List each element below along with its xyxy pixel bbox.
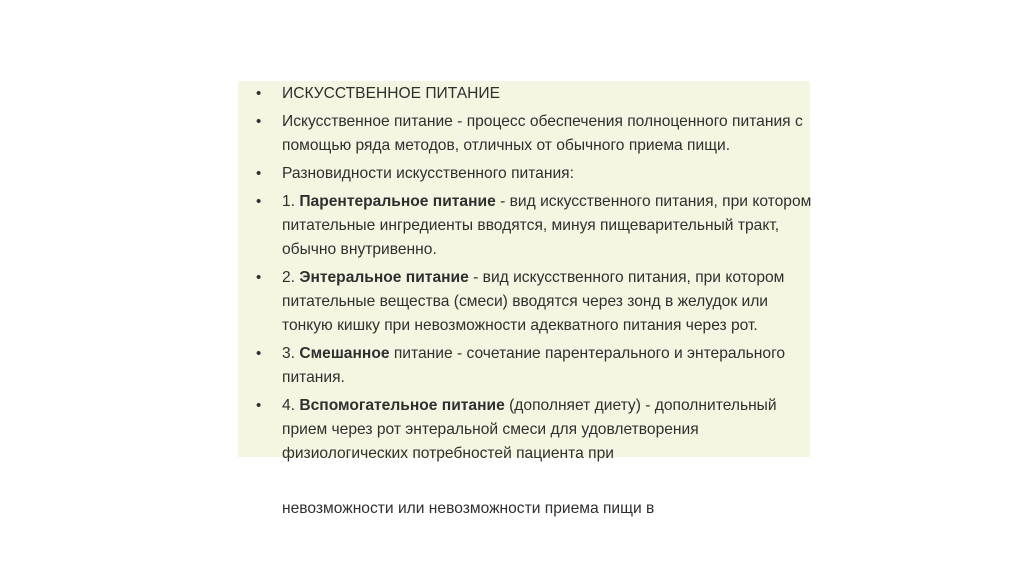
bullet-icon: • xyxy=(256,269,262,286)
bullet-icon: • xyxy=(256,85,262,102)
list-item-auxiliary xyxy=(252,394,812,466)
slide-content xyxy=(252,82,812,470)
slide-title: ИСКУССТВЕННОЕ ПИТАНИЕ xyxy=(282,85,501,102)
item-description: - вид искусственного питания, при котором питательные ингредиенты вводятся, минуя пищеварительный тракт, обычно внутривенно. xyxy=(282,193,812,258)
item-number: 3. xyxy=(282,345,300,362)
bullet-icon: • xyxy=(256,113,262,130)
bullet-icon: • xyxy=(256,345,262,362)
list-item-kinds-heading xyxy=(252,162,812,186)
truncated-text-line xyxy=(282,500,692,517)
item-term: Вспомогательное питание xyxy=(299,397,505,414)
list-item-mixed xyxy=(252,342,812,390)
list-item-title xyxy=(252,82,812,106)
item-term: Смешанное xyxy=(299,345,390,362)
list-item-enteral xyxy=(252,266,812,338)
item-description: питание - сочетание парентерального и энтерального питания. xyxy=(282,345,786,386)
bullet-icon: • xyxy=(256,397,262,414)
list-item-definition xyxy=(252,110,812,158)
bullet-icon: • xyxy=(256,193,262,210)
list-item-parenteral xyxy=(252,190,812,262)
item-number: 1. xyxy=(282,193,300,210)
item-term: Парентеральное питание xyxy=(299,193,496,210)
bullet-icon: • xyxy=(256,165,262,182)
item-term: Энтеральное питание xyxy=(299,269,469,286)
item-number: 2. xyxy=(282,269,300,286)
definition-text: Искусственное питание - процесс обеспечения полноценного питания с помощью ряда методов, отличных от обычного приема пищи. xyxy=(282,113,803,154)
item-description: - вид искусственного питания, при котором питательные вещества (смеси) вводятся через зонд в желудок или тонкую кишку при невозможности адекватного питания через рот. xyxy=(282,269,785,334)
kinds-heading: Разновидности искусственного питания: xyxy=(282,165,574,182)
truncated-text: невозможности или невозможности приема пищи в xyxy=(282,500,655,517)
item-number: 4. xyxy=(282,397,300,414)
item-description: (дополняет диету) - дополнительный прием через рот энтеральной смеси для удовлетворения физиологических потребностей пациента при xyxy=(282,397,777,462)
